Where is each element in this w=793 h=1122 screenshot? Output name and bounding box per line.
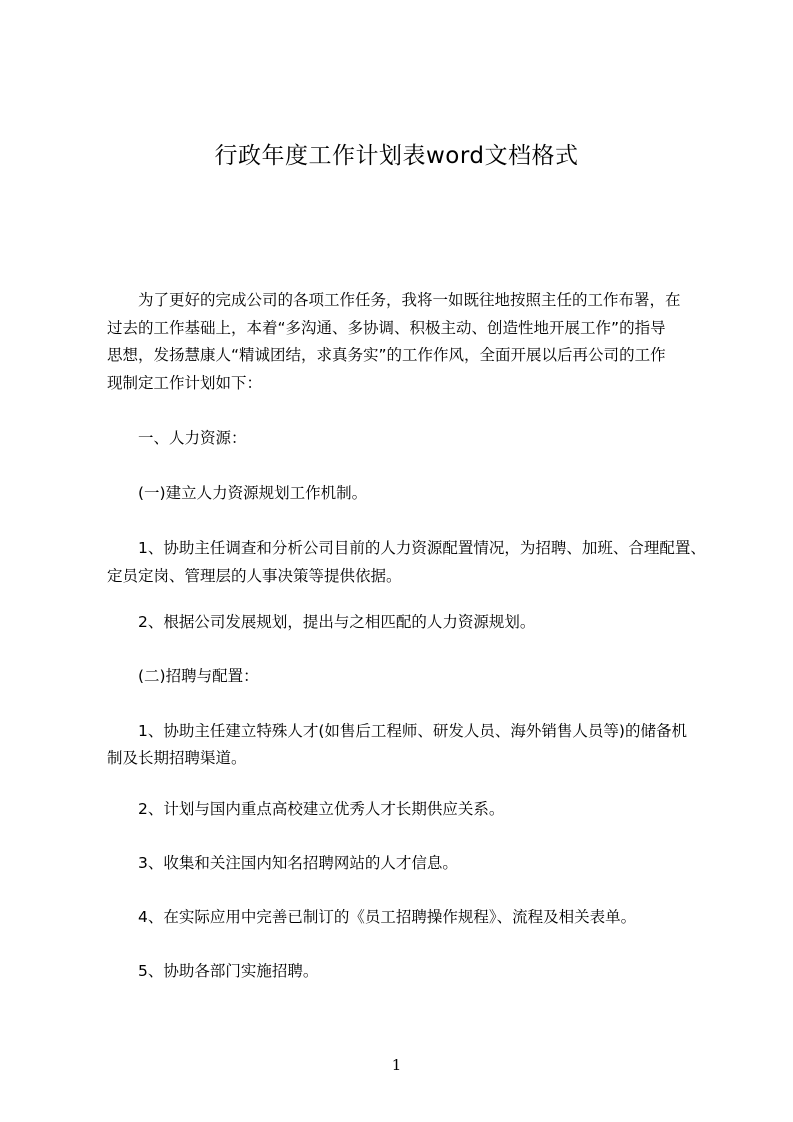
- planning-item-1-line-1: 1、协助主任调查和分析公司目前的人力资源配置情况，为招聘、加班、合理配置、: [138, 539, 706, 557]
- intro-line-3: 思想，发扬慧康人“精诚团结，求真务实”的工作作风，全面开展以后再公司的工作: [107, 346, 666, 364]
- recruitment-item-1-line-1: 1、协助主任建立特殊人才(如售后工程师、研发人员、海外销售人员等)的储备机: [138, 722, 687, 740]
- recruitment-item-1-line-2: 制及长期招聘渠道。: [107, 749, 247, 767]
- recruitment-item-2: 2、计划与国内重点高校建立优秀人才长期供应关系。: [138, 800, 505, 818]
- section-heading-human-resources: 一、人力资源：: [138, 429, 247, 447]
- subsection-heading-planning: (一)建立人力资源规划工作机制。: [138, 484, 368, 502]
- intro-line-4: 现制定工作计划如下：: [107, 374, 263, 392]
- page-number: 1: [391, 1056, 402, 1074]
- subsection-heading-recruitment: (二)招聘与配置：: [138, 667, 259, 685]
- document-title: 行政年度工作计划表word文档格式: [214, 143, 579, 169]
- recruitment-item-3: 3、收集和关注国内知名招聘网站的人才信息。: [138, 854, 458, 872]
- intro-line-1: 为了更好的完成公司的各项工作任务，我将一如既往地按照主任的工作布署，在: [138, 291, 681, 309]
- recruitment-item-5: 5、协助各部门实施招聘。: [138, 962, 319, 980]
- planning-item-2: 2、根据公司发展规划，提出与之相匹配的人力资源规划。: [138, 613, 536, 631]
- recruitment-item-4: 4、在实际应用中完善已制订的《员工招聘操作规程》、流程及相关表单。: [138, 908, 637, 926]
- intro-line-2: 过去的工作基础上，本着“多沟通、多协调、积极主动、创造性地开展工作”的指导: [107, 319, 666, 337]
- planning-item-1-line-2: 定员定岗、管理层的人事决策等提供依据。: [107, 567, 402, 585]
